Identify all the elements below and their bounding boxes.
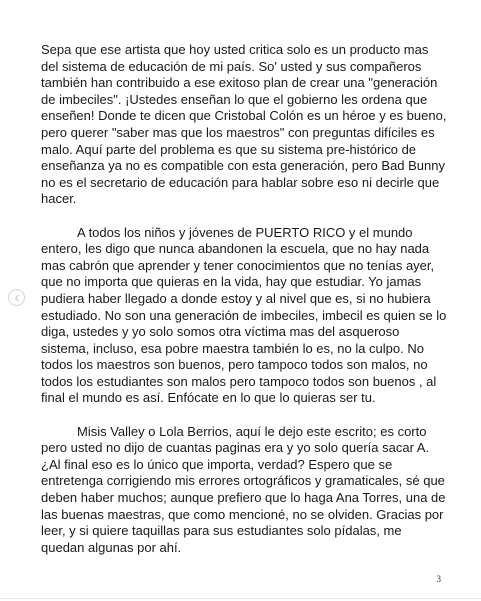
- carousel-previous-button[interactable]: [8, 289, 25, 306]
- page-number: 3: [436, 574, 441, 584]
- letter-body: [41, 42, 447, 556]
- paragraph-3: Misis Valley o Lola Berrios, aquí le dejo este escrito; es corto pero usted no dijo de cuantas paginas era y yo solo quería sacar A. ¿Al final eso es lo único que importa, verdad? Espero que se entretenga corrigiendo mis errores ortográficos y gramaticales, sé que deben haber muchos; aunque prefiero que lo haga Ana Torres, una de las buenas maestras, que como mencioné, no se olviden. Gracias por leer, y si quiere taquillas para sus estudiantes solo pídalas, me quedan algunas por ahí.: [41, 423, 446, 555]
- chevron-left-icon: [13, 294, 21, 302]
- paragraph-1: Sepa que ese artista que hoy usted critica solo es un producto mas del sistema de educación de mi país. So' usted y sus compañeros también han contribuido a ese exitoso plan de crear una "generación de imbeciles". ¡Ustedes enseñan lo que el gobierno les ordena que enseñen! Donde te dicen que Cristobal Colón es un héroe y es bueno, pero querer "saber mas que los maestros" con preguntas difíciles es malo. Aquí parte del problema es que su sistema pre-histórico de enseñanza ya no es compatible con esta generación, pero Bad Bunny no es el secretario de educación para hablar sobre eso ni decirle que hacer.: [41, 42, 447, 207]
- paragraph-2: A todos los niños y jóvenes de PUERTO RICO y el mundo entero, les digo que nunca abandonen la escuela, que no hay nada mas cabrón que aprender y tener conocimientos que no tenías ayer, que no importa que quieras en la vida, hay que estudiar. Yo jamas pudiera haber llegado a donde estoy y al nivel que es, si no hubiera estudiado. No son una generación de imbeciles, imbecil es quien se lo diga, ustedes y yo solo somos otra víctima mas del asqueroso sistema, incluso, esa pobre maestra también lo es, no la culpo. No todos los maestros son buenos, pero tampoco todos son malos, no todos los estudiantes son malos pero tampoco todos son buenos , al final el mundo es así. Enfócate en lo que lo quieras ser tu.: [41, 224, 447, 406]
- page-bottom-divider: [0, 598, 481, 599]
